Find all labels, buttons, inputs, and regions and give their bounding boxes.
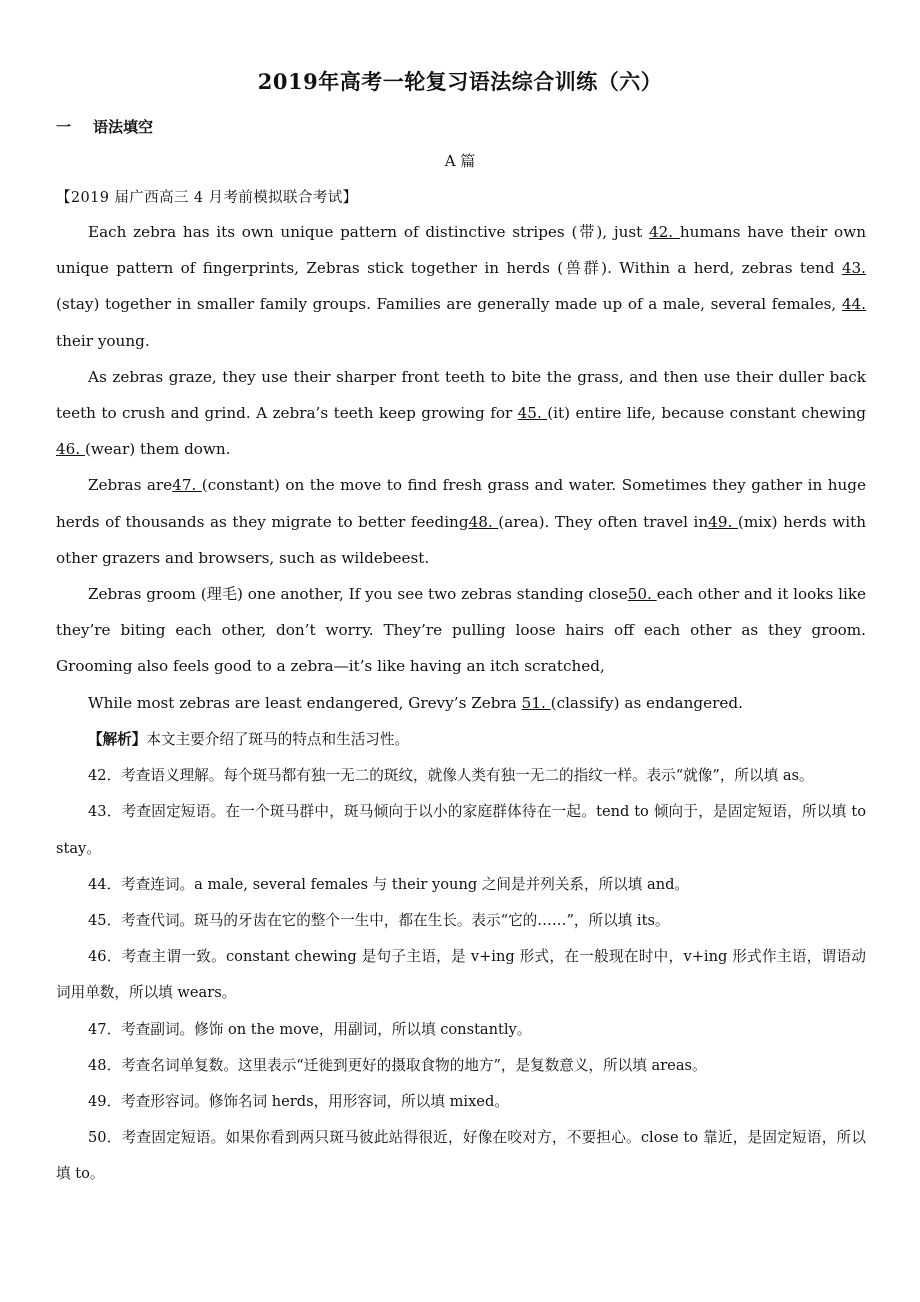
analysis-item: 46．考查主谓一致。constant chewing 是句子主语，是 v+ing 形式，在一般现在时中，v+ing 形式作主语，谓语动词用单数，所以填 wears。: [56, 948, 866, 1002]
passage: [56, 214, 866, 721]
analysis-item: 43．考查固定短语。在一个斑马群中，斑马倾向于以小的家庭群体待在一起。tend to 倾向于，是固定短语，所以填 to stay。: [56, 803, 866, 857]
exam-source: 【2019 届广西高三 4 月考前模拟联合考试】: [56, 190, 358, 206]
blank-50: 50.: [627, 585, 657, 604]
analysis-item: 50．考查固定短语。如果你看到两只斑马彼此站得很近，好像在咬对方，不要担心。close to 靠近，是固定短语，所以填 to。: [56, 1129, 866, 1183]
part-label: A 篇: [444, 152, 476, 170]
passage-paragraph-1: Each zebra has its own unique pattern of distinctive stripes (带), just 42. humans have their own unique pattern of fingerprints, Zebras stick together in herds (兽群). Within a herd, zebras tend 43. (stay) together in smaller family groups. Families are generally made up of a male, several females, 44. their young.: [56, 223, 866, 350]
analysis-intro: 【解析】本文主要介绍了斑马的特点和生活习性。: [88, 731, 410, 748]
passage-paragraph-3: Zebras are47. (constant) on the move to find fresh grass and water. Sometimes they gather in huge herds of thousands as they migrate to better feeding48. (area). They often travel in49. (mix) herds with other grazers and browsers, such as wildebeest.: [56, 476, 866, 567]
analysis-tag: 【解析】: [88, 731, 147, 748]
blank-48: 48.: [468, 512, 499, 531]
analysis-item: 44．考查连词。a male, several females 与 their young 之间是并列关系，所以填 and。: [88, 875, 690, 893]
blank-49: 49.: [708, 512, 738, 531]
blank-47: 47.: [172, 476, 202, 495]
analysis-item: 49．考查形容词。修饰名词 herds，用形容词，所以填 mixed。: [88, 1093, 509, 1111]
section-heading: [56, 116, 153, 137]
passage-paragraph-4: Zebras groom (理毛) one another, If you see two zebras standing close50. each other and it looks like they’re biting each other, don’t worry. They’re pulling loose hairs off each other as they groom. Grooming also feels good to a zebra—it’s like having an itch scratched,: [56, 585, 867, 676]
analysis-item: 47．考查副词。修饰 on the move，用副词，所以填 constantly。: [88, 1020, 532, 1038]
passage-paragraph-2: As zebras graze, they use their sharper front teeth to bite the grass, and then use their duller back teeth to crush and grind. A zebra’s teeth keep growing for 45. (it) entire life, because constant chewing 46. (wear) them down.: [56, 367, 866, 459]
passage-paragraph-5: While most zebras are least endangered, Grevy’s Zebra 51. (classify) as endangered.: [88, 693, 743, 712]
page-title: 2019年高考一轮复习语法综合训练（六）: [257, 69, 663, 94]
analysis-item: 45．考查代词。斑马的牙齿在它的整个一生中，都在生长。表示“它的……”，所以填 its。: [88, 912, 670, 930]
blank-51: 51.: [521, 693, 551, 712]
blank-43: 43.: [841, 259, 866, 278]
section-label: 语法填空: [93, 118, 154, 136]
blank-46: 46.: [56, 440, 85, 459]
blank-44: 44.: [841, 295, 866, 314]
analysis-item: 42．考查语义理解。每个斑马都有独一无二的斑纹，就像人类有独一无二的指纹一样。表示“就像”，所以填 as。: [88, 767, 814, 785]
analysis-section: [56, 722, 866, 1193]
blank-42: 42.: [648, 223, 680, 241]
section-number: 一: [56, 118, 72, 136]
blank-45: 45.: [517, 404, 548, 423]
analysis-item: 48．考查名词单复数。这里表示“迁徙到更好的摄取食物的地方”，是复数意义，所以填 areas。: [88, 1056, 707, 1074]
